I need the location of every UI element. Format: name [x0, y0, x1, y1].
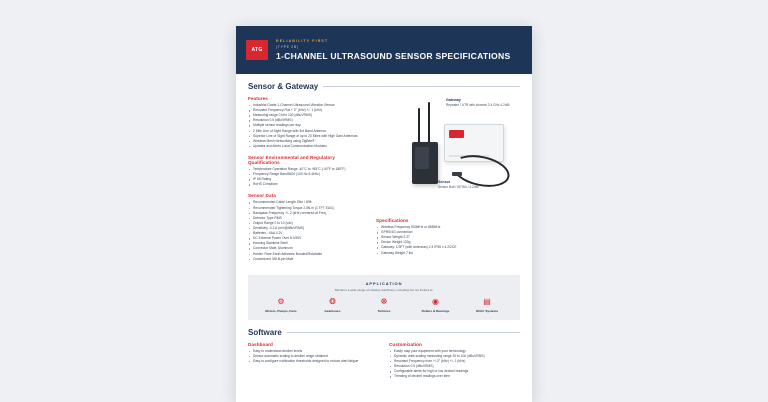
- customization-column: [389, 342, 520, 386]
- turbine-icon: ☸: [380, 296, 388, 306]
- specifications-list: [376, 225, 520, 256]
- environmental-subhead: Sensor Environmental and Regulatory Qualifications: [248, 154, 335, 165]
- document-body: [236, 74, 532, 385]
- sensor-device-graphic: [412, 142, 438, 184]
- application-subtitle: Monitors a wide range of rotating machinery, including but not limited to:: [334, 287, 434, 292]
- application-item: [466, 298, 508, 313]
- sensor-plug-graphic: [452, 172, 462, 176]
- application-item-label: Gearboxes: [324, 308, 341, 313]
- fan-icon: ❂: [329, 296, 336, 306]
- list-item: 2 Mile Line of Sight Range with 3rd Band Antenna: [248, 129, 368, 134]
- list-item: Recommended Tightening Torque 2.5N.m (1 TFT EA/C): [248, 206, 368, 211]
- features-subhead: Features: [248, 96, 268, 101]
- list-item: Recommended Cable Length 25m / 80ft: [248, 200, 368, 205]
- list-item: Output Range 0 to 10 (vdc): [248, 221, 368, 226]
- list-item: DC External Power Over 8.0/30V: [248, 236, 368, 241]
- application-items: [256, 298, 512, 313]
- list-item: Sensitivity -0.2 A (mV@dBuVRMS): [248, 226, 368, 231]
- gateway-caption: [446, 98, 518, 108]
- section-title: Sensor & Gateway: [248, 82, 319, 91]
- application-item: [415, 298, 457, 313]
- gateway-caption-title: Gateway: [446, 98, 461, 102]
- brand-logo-text: ATG: [251, 47, 263, 53]
- section-divider: [287, 332, 520, 333]
- sensor-data-list: [248, 200, 368, 261]
- customization-list: [389, 349, 520, 380]
- environmental-list: [248, 167, 368, 187]
- features-list: [248, 103, 368, 149]
- list-item: Easy to configure notification thresholds designed to reduce alert fatigue: [248, 359, 379, 364]
- list-item: Connector Male, Aluminum: [248, 246, 368, 251]
- antenna-icon: [418, 108, 420, 144]
- sensor-face: [415, 147, 429, 169]
- application-item-label: Turbines: [377, 308, 391, 313]
- section-header-sensor-gateway: [248, 82, 520, 91]
- list-item: Configurable alerts for high or low decibel readings: [389, 369, 520, 374]
- application-band: [248, 275, 520, 320]
- application-item-label: HVAC Systems: [475, 308, 499, 313]
- list-item: Holder: Rare Earth Adhesive Bonded/Rotatable: [248, 252, 368, 257]
- list-item: Sensor automatic scaling to decibel range obtained: [248, 354, 379, 359]
- list-item: GPRS/4G connection: [376, 230, 520, 235]
- gear-icon: ⚙: [277, 296, 285, 306]
- sensor-data-subhead: Sensor Data: [248, 193, 276, 199]
- list-item: Detector Type RMS: [248, 216, 368, 221]
- list-item: Gateway: 1/3FT (with antennas) 2.4 IP56 x 4.2/2CE: [376, 245, 520, 250]
- list-item: Bandpass Frequency +/- 2 (kHz) centered at Freq.: [248, 211, 368, 216]
- list-item: Resolution 0.5 (dBuVRMS): [248, 118, 368, 123]
- list-item: Trending of decibel readings over time: [389, 374, 520, 379]
- list-item: Sensor Weight 2.27: [376, 235, 520, 240]
- list-item: Resolution 0.5 (dBuVRMS): [389, 364, 520, 369]
- section-title: Software: [248, 327, 282, 337]
- software-columns: [248, 342, 520, 386]
- datasheet-page: [236, 26, 532, 402]
- dashboard-list: [248, 349, 379, 364]
- list-item: Resonant Frequency Flat + 3° (kHz) +/- 1 (kHz): [248, 108, 368, 113]
- sensor-gateway-columns: [248, 96, 520, 268]
- list-item: Measuring range 0 kHz 100 (dBuVRMS): [248, 113, 368, 118]
- list-item: Housing Stainless Steel: [248, 241, 368, 246]
- section-header-software: [248, 328, 520, 337]
- bearing-icon: ◉: [432, 296, 439, 306]
- dashboard-column: [248, 342, 379, 386]
- list-item: Wireless Frequency 900MHz or 868MHz: [376, 225, 520, 230]
- gateway-brand-label: [449, 130, 464, 138]
- gateway-caption-text: Repeater / UTR with channel 2.4 GHz 4.2dBi: [446, 103, 510, 108]
- list-item: RoHS Compliant: [248, 182, 368, 187]
- list-item: Wireless Mesh Networking using ZigBee®: [248, 139, 368, 144]
- software-section: [248, 320, 520, 386]
- application-title: APPLICATION: [365, 280, 403, 286]
- specifications-subhead: Specifications: [376, 218, 409, 223]
- application-item-label: Rollers & Bearings: [421, 308, 450, 313]
- spec-column-left: [248, 96, 368, 268]
- list-item: Superior Line of Sight Range of up to 20 Miles with High Gain Antennas: [248, 134, 368, 139]
- list-item: Temperature Operation Range -40°C to +85°C (-40°F to 185°F): [248, 167, 368, 172]
- list-item: Updates and Alerts Local Communication Modules: [248, 144, 368, 149]
- list-item: Easily map your equipment with your terminology: [389, 349, 520, 354]
- document-header: [236, 26, 532, 74]
- sensor-caption-title: Sensor: [438, 180, 451, 184]
- list-item: Frequency Range Band5400 (100 Hz 8.4kHz): [248, 172, 368, 177]
- page-title: 1-CHANNEL ULTRASOUND SENSOR SPECIFICATIONS: [276, 51, 511, 62]
- product-image-column: [376, 96, 520, 268]
- hvac-icon: ▤: [483, 296, 491, 306]
- list-item: IP 65 Rating: [248, 177, 368, 182]
- list-item: Industrial Grade 1-Channel Ultrasound Vibration Sensor: [248, 103, 368, 108]
- dashboard-subhead: Dashboard: [248, 341, 273, 347]
- sensor-caption-text: Sensor Bolt / 50°Wh / 4.2dBi: [438, 185, 479, 190]
- application-item: [312, 298, 354, 313]
- application-item: [363, 298, 405, 313]
- list-item: Easy to understand decibel levels: [248, 349, 379, 354]
- brand-logo: [246, 40, 268, 60]
- section-divider: [323, 86, 520, 87]
- list-item: Gateway Weight 7 lbs: [376, 251, 520, 256]
- list-item: Multiple sensor readings per day: [248, 123, 368, 128]
- list-item: Batteries : 4AA 4.2V: [248, 231, 368, 236]
- header-part-number: (TYPE 2B): [276, 45, 299, 50]
- customization-subhead: Customization: [389, 341, 422, 347]
- antenna-icon: [428, 102, 430, 144]
- application-item-label: Motors, Pumps, Fans: [265, 308, 297, 313]
- list-item: Dynamic units scaling measuring range 20 to 100 (dBuVRMS): [389, 354, 520, 359]
- list-item: Device Weight 120g: [376, 240, 520, 245]
- list-item: Customized: M8 B-pin Male: [248, 257, 368, 262]
- list-item: Resonant Frequency from +/-3° (kHz) +/- 1 (kHz): [389, 359, 520, 364]
- application-item: [260, 298, 302, 313]
- header-text-group: [276, 39, 510, 61]
- product-photo: [376, 96, 520, 218]
- header-kicker: RELIABILITY FIRST: [276, 39, 329, 44]
- sensor-caption: [438, 180, 498, 190]
